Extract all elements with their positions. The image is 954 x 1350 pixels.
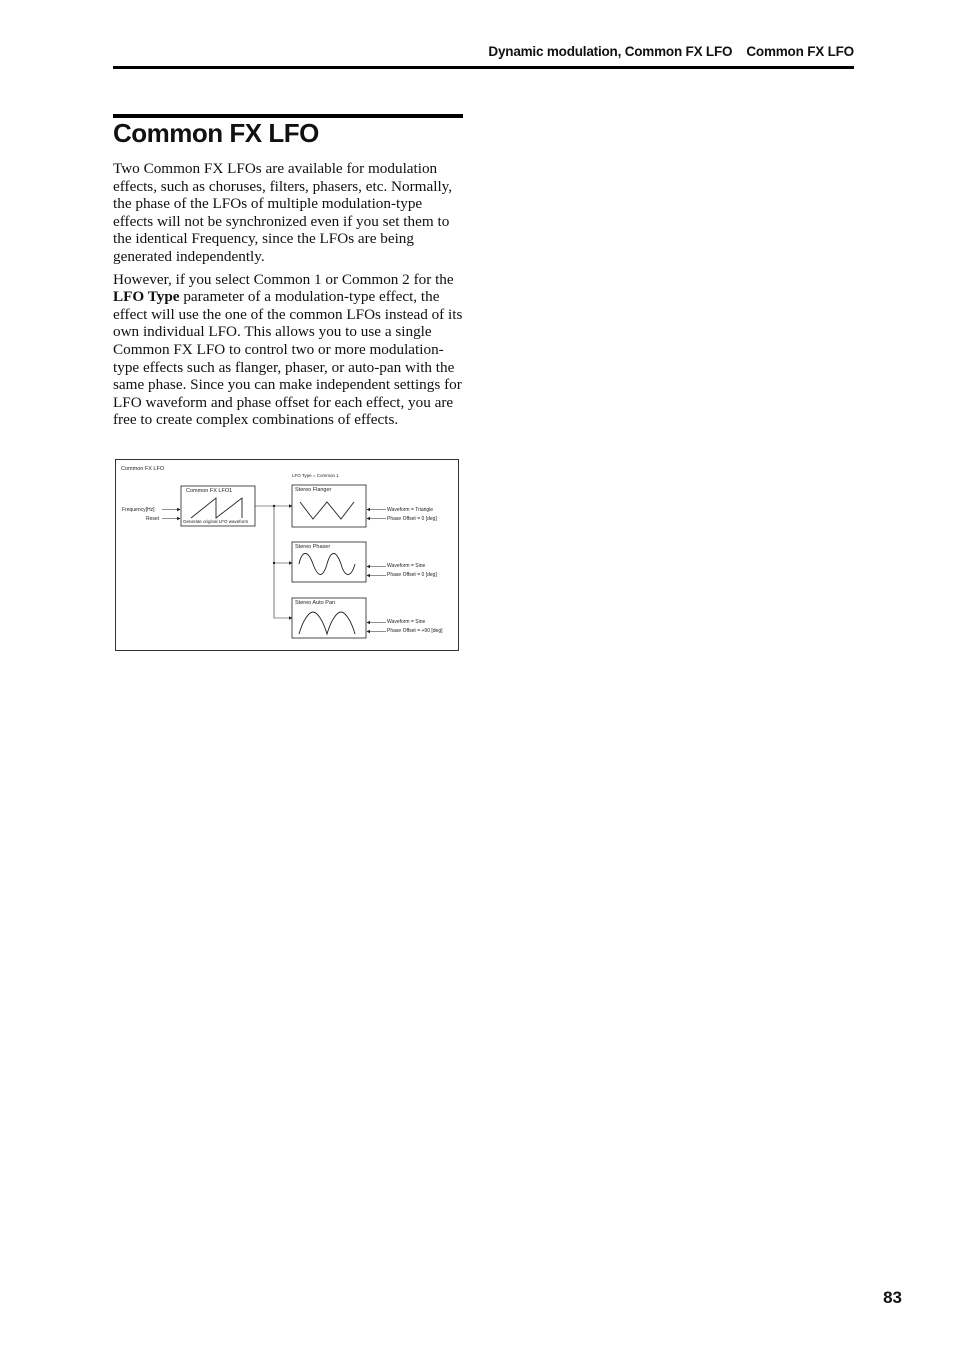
lfo-type-label: LFO Type = Common 1 [292, 473, 339, 478]
header-section: Dynamic modulation, Common FX LFO [488, 44, 733, 59]
effect-phase: Phase Offset = +90 [deg] [387, 628, 443, 634]
paragraph-2 [113, 271, 465, 429]
lfo-block-title: Common FX LFO1 [186, 488, 233, 494]
running-header [113, 44, 854, 66]
frequency-input-label: Frequency[Hz] [122, 507, 155, 513]
lfo-type-term: LFO Type [113, 288, 180, 306]
effect-waveform: Waveform = Sine [387, 619, 426, 625]
common-fx-lfo-diagram [115, 459, 459, 651]
reset-input-label: Reset [146, 516, 160, 522]
effect-phase: Phase Offset = 0 [deg] [387, 572, 437, 578]
paragraph-1: Two Common FX LFOs are available for modulation effects, such as choruses, filters, phasers, etc. Normally, the phase of the LFOs of multiple modulation-type effects will not be synchronized even if you set them to the identical Frequency, since the LFOs are being generated independently. [113, 160, 453, 265]
body-text [113, 160, 465, 434]
effect-name: Stereo Flanger [295, 487, 332, 493]
lfo-block-caption: Generate original LFO waveform [183, 519, 249, 524]
header-rule [113, 66, 854, 69]
effect-waveform: Waveform = Sine [387, 563, 426, 569]
paragraph-2-end: parameter of a modulation-type effect, the effect will use the one of the common LFOs instead of its own individual LFO. This allows you to use a single Common FX LFO to control two or more modulation-type effects such as flanger, phaser, or auto-pan with the same phase. Since you can make independent settings for LFO waveform and phase offset for each effect, you are free to create complex combinations of effects. [113, 288, 463, 429]
effect-phase: Phase Offset = 0 [deg] [387, 516, 437, 522]
effect-name: Stereo Phaser [295, 544, 331, 550]
effect-name: Stereo Auto Pan [295, 600, 336, 606]
paragraph-2-start: However, if you select Common 1 or Common 2 for the [113, 270, 454, 288]
junction-dot [273, 562, 275, 564]
diagram-frame-label: Common FX LFO [121, 466, 165, 472]
page-title: Common FX LFO [113, 118, 319, 148]
header-topic: Common FX LFO [746, 44, 854, 59]
effect-waveform: Waveform = Triangle [387, 507, 434, 513]
connector-autopan [274, 506, 292, 618]
page-number: 83 [883, 1288, 902, 1307]
diagram-svg [116, 460, 460, 652]
